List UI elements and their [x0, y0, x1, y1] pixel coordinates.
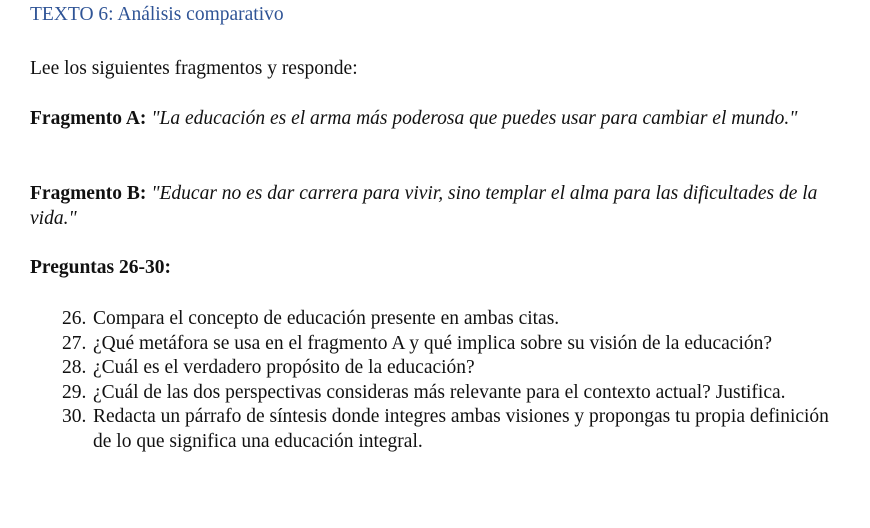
- question-text: ¿Cuál de las dos perspectivas consideras más relevante para el contexto actual? Justifica.: [93, 381, 786, 403]
- questions-list: [62, 307, 852, 454]
- question-text: Redacta un párrafo de síntesis donde integres ambas visiones y propongas tu propia definición de lo que significa una educación integral.: [93, 406, 829, 452]
- document-title: TEXTO 6: Análisis comparativo: [30, 4, 284, 25]
- question-item: [62, 356, 852, 381]
- fragment-a-label: Fragmento A:: [30, 108, 147, 129]
- question-number: 28.: [62, 357, 87, 378]
- question-number: 30.: [62, 406, 87, 427]
- question-number: 26.: [62, 308, 87, 329]
- question-item: [62, 332, 852, 357]
- question-text: Compara el concepto de educación presente en ambas citas.: [93, 308, 560, 329]
- question-item: [62, 307, 852, 332]
- fragment-b-quote: "Educar no es dar carrera para vivir, sino templar el alma para las dificultades de la vida.": [30, 183, 818, 229]
- question-number: 29.: [62, 381, 87, 403]
- question-item: [62, 381, 852, 406]
- fragment-a-quote: "La educación es el arma más poderosa que puedes usar para cambiar el mundo.": [151, 108, 798, 129]
- fragment-a: [30, 106, 830, 131]
- question-text: ¿Cuál es el verdadero propósito de la educación?: [93, 357, 475, 378]
- fragment-b: [30, 181, 830, 231]
- instruction-text: Lee los siguientes fragmentos y responde:: [30, 58, 358, 79]
- question-number: 27.: [62, 332, 87, 354]
- fragment-b-label: Fragmento B:: [30, 183, 147, 204]
- questions-heading: Preguntas 26-30:: [30, 257, 172, 278]
- question-text: ¿Qué metáfora se usa en el fragmento A y qué implica sobre su visión de la educación?: [93, 332, 773, 354]
- question-item: [62, 405, 852, 454]
